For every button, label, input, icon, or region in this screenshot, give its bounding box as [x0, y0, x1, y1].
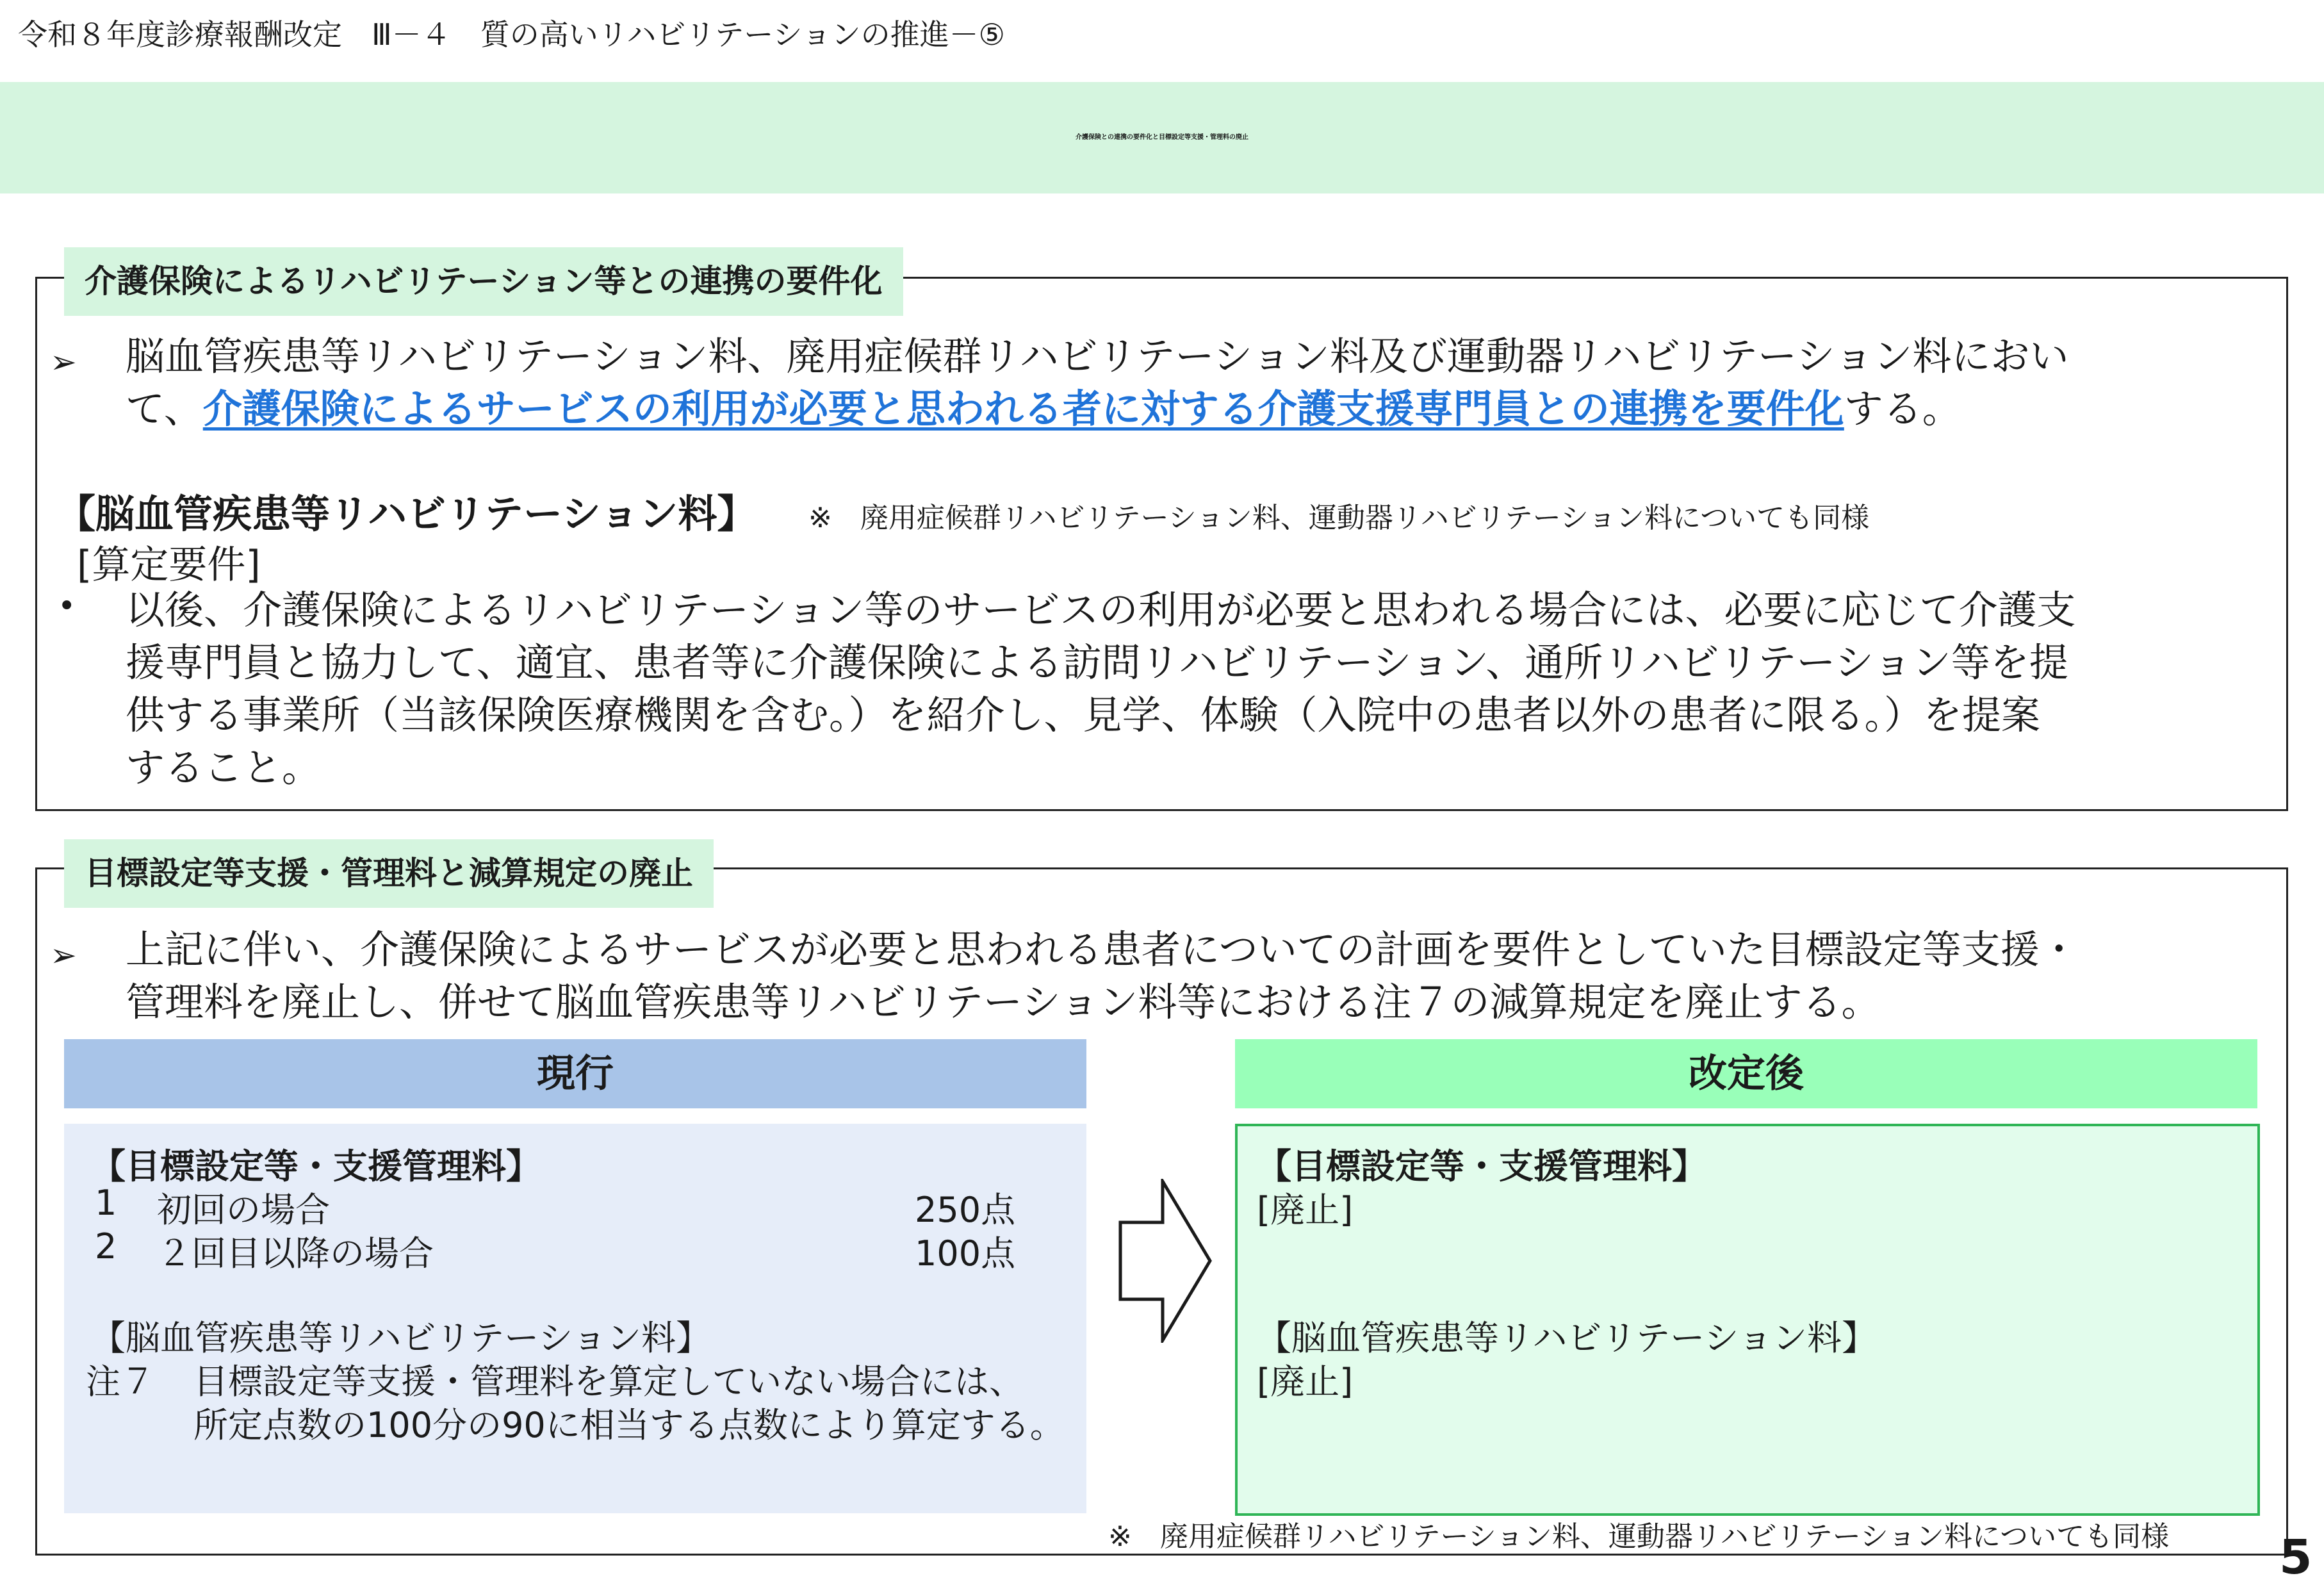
section-2-text-line-2: 管理料を廃止し、併せて脳血管疾患等リハビリテーション料等における注７の減算規定を廃止する。 [126, 980, 1881, 1025]
section-1-text-pre: て、 [126, 386, 203, 432]
page-title: 介護保険との連携の要件化と目標設定等支援・管理料の廃止 [1076, 134, 1248, 141]
highlight-link[interactable]: 介護保険によるサービスの利用が必要と思われる者に対する介護支援専門員との連携を要件化 [202, 386, 1844, 432]
current-row-2-num: 2 [95, 1226, 117, 1267]
arrow-bullet-icon: ➢ [50, 343, 77, 381]
revised-item-1-value: [廃止] [1257, 1190, 1354, 1230]
current-row-1-num: 1 [95, 1183, 117, 1223]
requirement-heading: [算定要件] [77, 543, 261, 587]
revised-item-1-title: 【目標設定等・支援管理料】 [1257, 1146, 1706, 1187]
current-column-header: 現行 [64, 1039, 1086, 1108]
right-arrow-icon [1118, 1179, 1214, 1343]
current-row-2-label: ２回目以降の場合 [157, 1233, 434, 1274]
slide-header: 令和８年度診療報酬改定 Ⅲ－４ 質の高いリハビリテーションの推進－⑤ [18, 17, 1005, 52]
footnote: ※ 廃用症候群リハビリテーション料、運動器リハビリテーション料についても同様 [1108, 1520, 2170, 1553]
current-item-2-title: 【脳血管疾患等リハビリテーション料】 [91, 1318, 711, 1358]
current-row-2-points: 100点 [915, 1233, 1016, 1274]
section-2-tag: 目標設定等支援・管理料と減算規定の廃止 [64, 839, 714, 908]
current-row-1-label: 初回の場合 [157, 1190, 330, 1230]
revised-item-2-value: [廃止] [1257, 1361, 1354, 1402]
page-number: 5 [2279, 1530, 2312, 1585]
fee-heading: 【脳血管疾患等リハビリテーション料】 [56, 491, 757, 537]
section-1-tag: 介護保険によるリハビリテーション等との連携の要件化 [64, 247, 903, 316]
current-note-line-2: 所定点数の100分の90に相当する点数により算定する。 [193, 1405, 1065, 1445]
revised-column-header: 改定後 [1235, 1039, 2257, 1108]
requirement-line-2: 援専門員と協力して、適宜、患者等に介護保険による訪問リハビリテーション、通所リハビリテーション等を提 [126, 640, 2068, 686]
arrow-bullet-icon: ➢ [50, 937, 77, 974]
requirement-line-4: すること。 [126, 745, 322, 791]
current-item-1-title: 【目標設定等・支援管理料】 [91, 1146, 541, 1187]
revised-item-2-title: 【脳血管疾患等リハビリテーション料】 [1257, 1318, 1877, 1358]
current-note-line-1: 目標設定等支援・管理料を算定していない場合には、 [193, 1361, 1024, 1402]
section-2-text-line-1: 上記に伴い、介護保険によるサービスが必要と思われる患者についての計画を要件としていた目標設定等支援・ [126, 927, 2079, 973]
section-1-text-line-1: 脳血管疾患等リハビリテーション料、廃用症候群リハビリテーション料及び運動器リハビリテーション料におい [126, 334, 2069, 379]
current-note-label: 注７ [86, 1361, 155, 1402]
requirement-line-3: 供する事業所（当該保険医療機関を含む。）を紹介し、見学、体験（入院中の患者以外の患者に限る。）を提案 [126, 693, 2041, 738]
bullet-dot-icon: • [58, 588, 76, 624]
fee-note: ※ 廃用症候群リハビリテーション料、運動器リハビリテーション料についても同様 [808, 502, 1870, 534]
section-1-text-post: する。 [1844, 386, 1961, 432]
section-1-text-line-2 [126, 383, 1961, 436]
requirement-line-1: 以後、介護保険によるリハビリテーション等のサービスの利用が必要と思われる場合には、必要に応じて介護支 [126, 587, 2076, 633]
current-row-1-points: 250点 [915, 1190, 1016, 1230]
